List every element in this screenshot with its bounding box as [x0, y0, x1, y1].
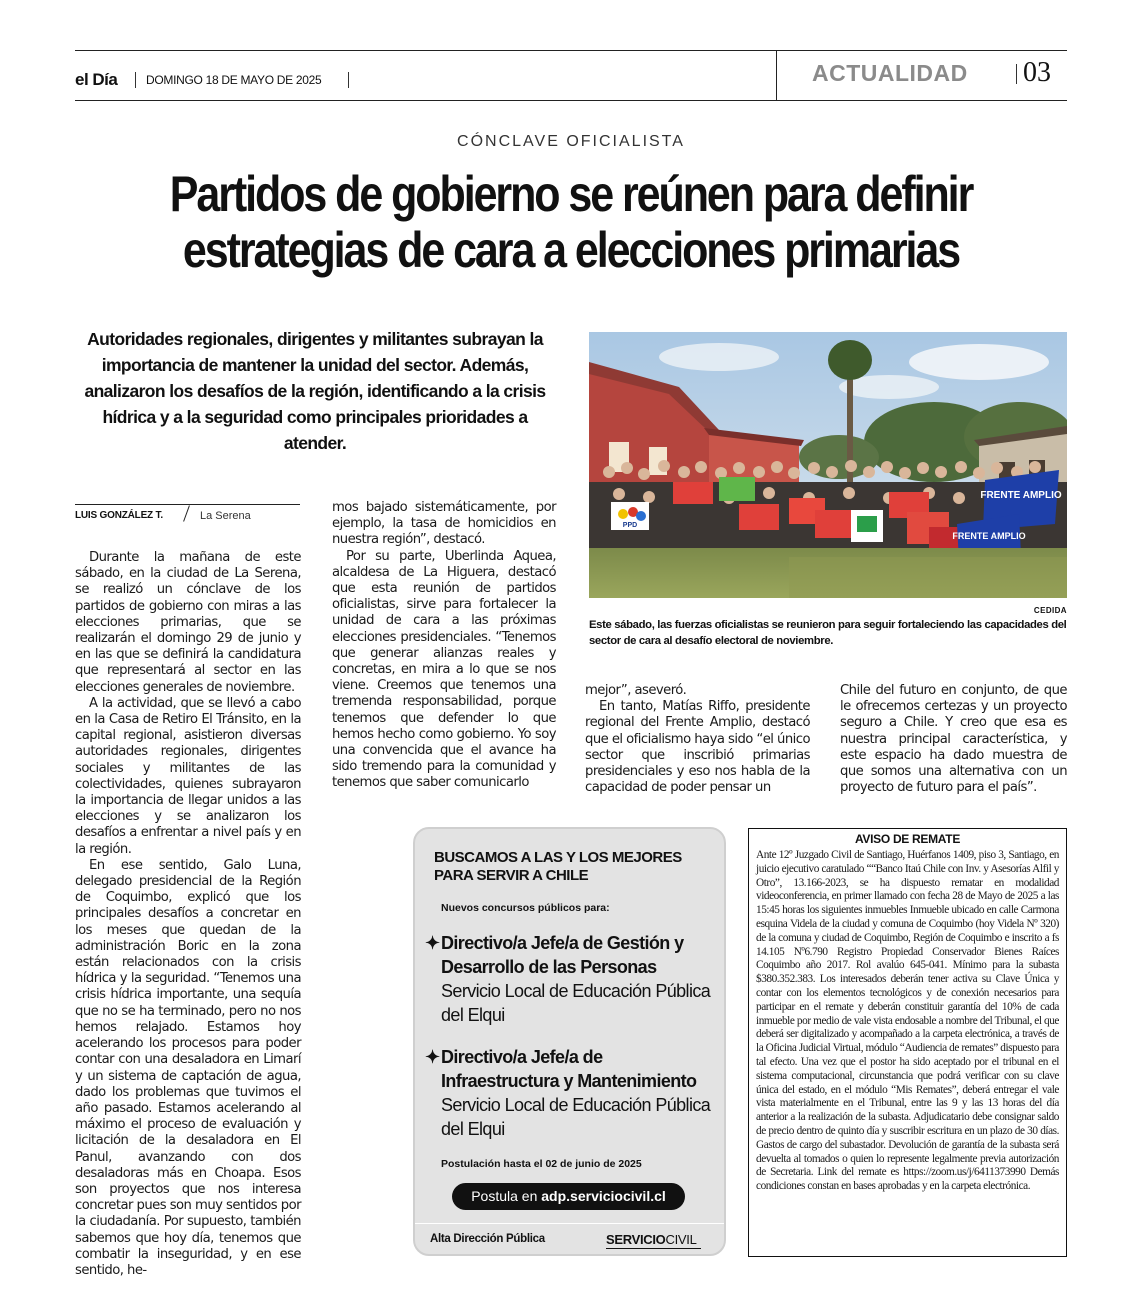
header-divider: [135, 72, 136, 88]
article-deck: Autoridades regionales, dirigentes y militantes subrayan la importancia de mantener la unidad del sector. Además, analizaron los desafíos de la región, identificando a la crisis hídrica y a la seguridad como principales prioridades a atender.: [84, 329, 546, 453]
byline-separator: [183, 505, 190, 521]
article-paragraph: mos bajado sistemáticamente, por ejemplo, la tasa de homicidios en nuestra región”, destacó.: [332, 500, 556, 548]
photo-caption: Este sábado, las fuerzas oficialistas se reunieron para seguir fortaleciendo las capacidades del sector de cara al desafío electoral de noviembre.: [589, 619, 1067, 647]
logo-underline: [606, 1248, 701, 1249]
ad-job-org: Servicio Local de Educación Pública del Elqui: [441, 1095, 711, 1139]
notice-title: AVISO DE REMATE: [854, 832, 961, 846]
byline-location: La Serena: [200, 510, 251, 522]
header-bottom-rule: [75, 100, 1067, 101]
notice-body: Ante 12º Juzgado Civil de Santiago, Huérfanos 1409, piso 3, Santiago, en juicio ejecutivo caratulado ““Banco Itaú Chile con Inv. y Asesorías Alfil y Otro”, 13.166-2023, se ha dispuesto rematar en modalidad videoconferencia, en primer llamado con fecha 28 de Mayo de 2025 a las 15:45 horas los siguientes inmuebles Inmueble ubicado en calle Carmona esquina Videla de la ciudad y comuna de Coquimbo (hoy Videla Nº 320) de la comuna y ciudad de Coquimbo, Región de Coquimbo e inscrito a fs 14.105 Nº6.790 Registro Propiedad Conservador Bienes Raíces Coquimbo año 2017. Rol avalúo 645-041. Mínimo para la subasta $380.352.383. Los interesados deberán tener activa su Clave Única y contar con los elementos tecnológicos y de conexión necesarios para participar en el remate y deberán constituir garantía del 10% de cada inmueble por medio de vale vista endosable a nombre del Tribunal, el que deberá ser digitalizado y acompañado a la carpeta electrónica, a través de la Oficina Judicial Virtual, módulo “Audiencia de remates” dispuesto para tal efecto. Una vez que el postor ha sido aceptado por el tribunal en el sistema computacional, circunstancia que podrá verificar con su clave única del estado, en el módulo “Mis Remates”, deberá entregar el vale vista materialmente en el Tribunal, entre las 9 y las 13 horas del día anterior a la realización de la subasta. Adjudicatario debe consignar saldo de precio dentro de quinto día y suscribir escritura en un plazo de 30 días. Gastos de cargo del subastador. Devolución de garantía de la subasta será devuelta al tomados o quien lo represente legalmente previa autorización de Secretaria. Link del remate es https://zoom.us/j/6411373990 Demás condiciones constan en bases aprobadas y en la carpeta electrónica.: [756, 849, 1059, 1193]
article-paragraph: A la actividad, que se llevó a cabo en la Casa de Retiro El Tránsito, en la capital regional, asistieron diversas autoridades regionales, dirigentes sociales y militantes de las colectividades, quienes subrayaron la importancia de llegar unidos a las elecciones y se analizaron los desafíos a enfrentar a nivel país y en la región.: [75, 695, 301, 857]
apply-button-prefix: Postula en: [471, 1188, 542, 1204]
ad-deadline: Postulación hasta el 02 de junio de 2025: [441, 1158, 642, 1170]
auction-notice: [748, 828, 1067, 1257]
ad-title: BUSCAMOS A LAS Y LOS MEJORES PARA SERVIR A CHILE: [434, 849, 682, 884]
article-column-1: [75, 550, 301, 1279]
article-paragraph: Durante la mañana de este sábado, en la ciudad de La Serena, se realizó un cónclave de los partidos de gobierno con miras a las elecciones primarias, que se realizarán el domingo 29 de junio y en las que se definirá la candidatura que representará al sector en las elecciones generales de noviembre.: [75, 550, 301, 695]
article-column-2: [332, 500, 556, 792]
article-paragraph: Por su parte, Uberlinda Aquea, alcaldesa de La Higuera, destacó que esta reunión de partidos oficialistas, sirve para fortalecer la unidad de cara a las próximas elecciones presidenciales. “Tenemos que generar alianzas reales y concretas, en mira a lo que se nos viene. Creemos que tenemos una tremenda responsabilidad, porque tenemos que defender lo que hemos hecho como gobierno. Yo soy una convencida que el avance ha sido tremendo para la comunidad y tenemos que saber comunicarlo: [332, 548, 556, 791]
sparkle-icon: ✦: [425, 1047, 440, 1067]
group-photo: [589, 332, 1067, 598]
newspaper-name: el Día: [75, 70, 118, 89]
page-number: 03: [1023, 57, 1051, 88]
ad-footer-divider: [415, 1223, 724, 1224]
banner-ppd-label: PPD: [622, 522, 638, 529]
article-column-3: [585, 683, 810, 796]
servicio-civil-logo: [606, 1232, 697, 1247]
article-headline: Partidos de gobierno se reúnen para definir estrategias de cara a elecciones primarias: [169, 166, 973, 278]
article-paragraph: En tanto, Matías Riffo, presidente regional del Frente Amplio, destacó que el oficialismo haya sido “el único sector que inscribió primarias presidenciales y eso nos habla de la capacidad de poder pensar un: [585, 699, 810, 796]
article-column-4: [840, 683, 1067, 796]
header-divider: [1016, 64, 1017, 84]
header-divider: [348, 72, 349, 88]
section-name: ACTUALIDAD: [812, 60, 968, 86]
ad-footer-label: Alta Dirección Pública: [430, 1233, 545, 1245]
header-top-rule: [75, 50, 1067, 51]
issue-date: DOMINGO 18 DE MAYO DE 2025: [146, 73, 322, 87]
ad-job-title: Directivo/a Jefe/a de Gestión y Desarrollo de las Personas: [441, 933, 684, 977]
apply-button[interactable]: [452, 1183, 685, 1210]
ad-job-listing: [425, 931, 720, 1027]
sparkle-icon: ✦: [425, 933, 440, 953]
banner-frente-amplio-label: FRENTE AMPLIO: [980, 490, 1062, 501]
article-paragraph: Chile del futuro en conjunto, de que le ofrecemos certezas y un proyecto seguro a Chile. Y creo que esa es nuestra principal característica, y este espacio ha dado muestra de que somos una alternativa con un proyecto de futuro para el país”.: [840, 683, 1067, 796]
byline-rule: [75, 504, 300, 505]
byline-author: LUIS GONZÁLEZ T.: [75, 510, 163, 521]
photo-credit: CEDIDA: [1033, 606, 1067, 615]
header-vertical-rule: [776, 50, 777, 101]
banner-frente-amplio-label: FRENTE AMPLIO: [952, 531, 1026, 541]
article-paragraph: mejor”, aseveró.: [585, 683, 687, 698]
servicio-civil-ad: [413, 827, 726, 1256]
article-paragraph: En ese sentido, Galo Luna, delegado presidencial de la Región de Coquimbo, explicó que los principales desafíos a concretar en los meses que quedan de la administración Boric en la zona están relacionados con la crisis hídrica y la seguridad. “Tenemos una crisis hídrica importante, una sequía que no se ha terminado, pero no nos hemos relajado. Estamos hoy acelerando los procesos para poder contar con una desaladora en Limarí y un sistema de captación de agua, dado los problemas que tuvimos el año pasado. Estamos acelerando al máximo el proceso de evaluación y licitación de la desaladora en El Panul, avanzando con dos desaladoras más en Choapa. Esos son proyectos que nos interesa concretar pues son muy sentidos por la ciudadanía. Por supuesto, también sabemos que hoy día, tenemos que combatir la inseguridad, y en ese sentido, he-: [75, 857, 301, 1278]
ad-job-org: Servicio Local de Educación Pública del Elqui: [441, 981, 711, 1025]
ad-subtitle: Nuevos concursos públicos para:: [441, 902, 610, 914]
apply-button-url: adp.serviciocivil.cl: [541, 1188, 666, 1204]
logo-text-bold: SERVICIO: [606, 1232, 666, 1247]
ad-job-title: Directivo/a Jefe/a de Infraestructura y Mantenimiento: [441, 1047, 697, 1091]
article-kicker: CÓNCLAVE OFICIALISTA: [457, 133, 685, 150]
ad-job-listing: [425, 1045, 720, 1141]
logo-text-light: CIVIL: [665, 1232, 697, 1247]
